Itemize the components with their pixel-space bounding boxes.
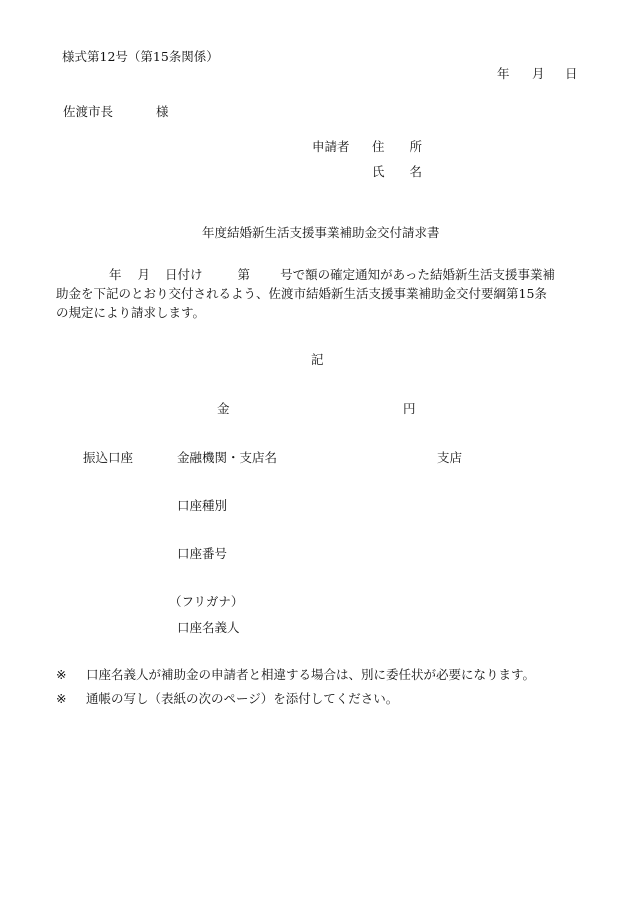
applicant-name-label: 氏 名	[372, 164, 423, 179]
applicant-label: 申請者	[312, 139, 350, 154]
document-title: 年度結婚新生活支援事業補助金交付請求書	[202, 225, 440, 240]
ki-heading: 記	[311, 352, 324, 367]
amount-label: 金	[217, 401, 230, 416]
form-number: 様式第12号（第15条関係）	[62, 49, 219, 64]
note-text: 口座名義人が補助金の申請者と相違する場合は、別に委任状が必要になります。	[86, 667, 536, 682]
addressee-mayor: 佐渡市長	[63, 104, 114, 119]
amount-unit: 円	[403, 401, 416, 416]
body-number-suffix: 号で額の確定通知があった結婚新生活支援事業補	[280, 267, 555, 282]
body-line-1	[56, 265, 581, 284]
note-mark: ※	[56, 667, 67, 682]
account-type-label: 口座種別	[177, 498, 228, 513]
applicant-address-label: 住 所	[372, 139, 423, 154]
date-month-label: 月	[532, 66, 545, 81]
account-number-label: 口座番号	[177, 546, 228, 561]
date-day-label: 日	[565, 66, 578, 81]
body-paragraph	[56, 265, 581, 322]
body-date-day: 日付け	[165, 267, 203, 282]
date-year-label: 年	[497, 66, 510, 81]
body-date-month: 月	[137, 267, 151, 282]
note-text: 通帳の写し（表紙の次のページ）を添付してください。	[86, 691, 399, 706]
account-holder-label: 口座名義人	[177, 620, 240, 635]
body-date-year: 年	[109, 267, 122, 282]
note-mark: ※	[56, 691, 67, 706]
furigana-label: （フリガナ）	[169, 594, 244, 609]
body-line-3: の規定により請求します。	[56, 305, 206, 320]
body-number-prefix: 第	[237, 267, 251, 282]
bank-institution-label: 金融機関・支店名	[177, 450, 278, 465]
addressee-honorific: 様	[156, 104, 169, 119]
transfer-account-label: 振込口座	[83, 450, 134, 465]
branch-suffix: 支店	[437, 450, 463, 465]
body-line-2: 助金を下記のとおり交付されるよう、佐渡市結婚新生活支援事業補助金交付要綱第15条	[56, 286, 547, 301]
